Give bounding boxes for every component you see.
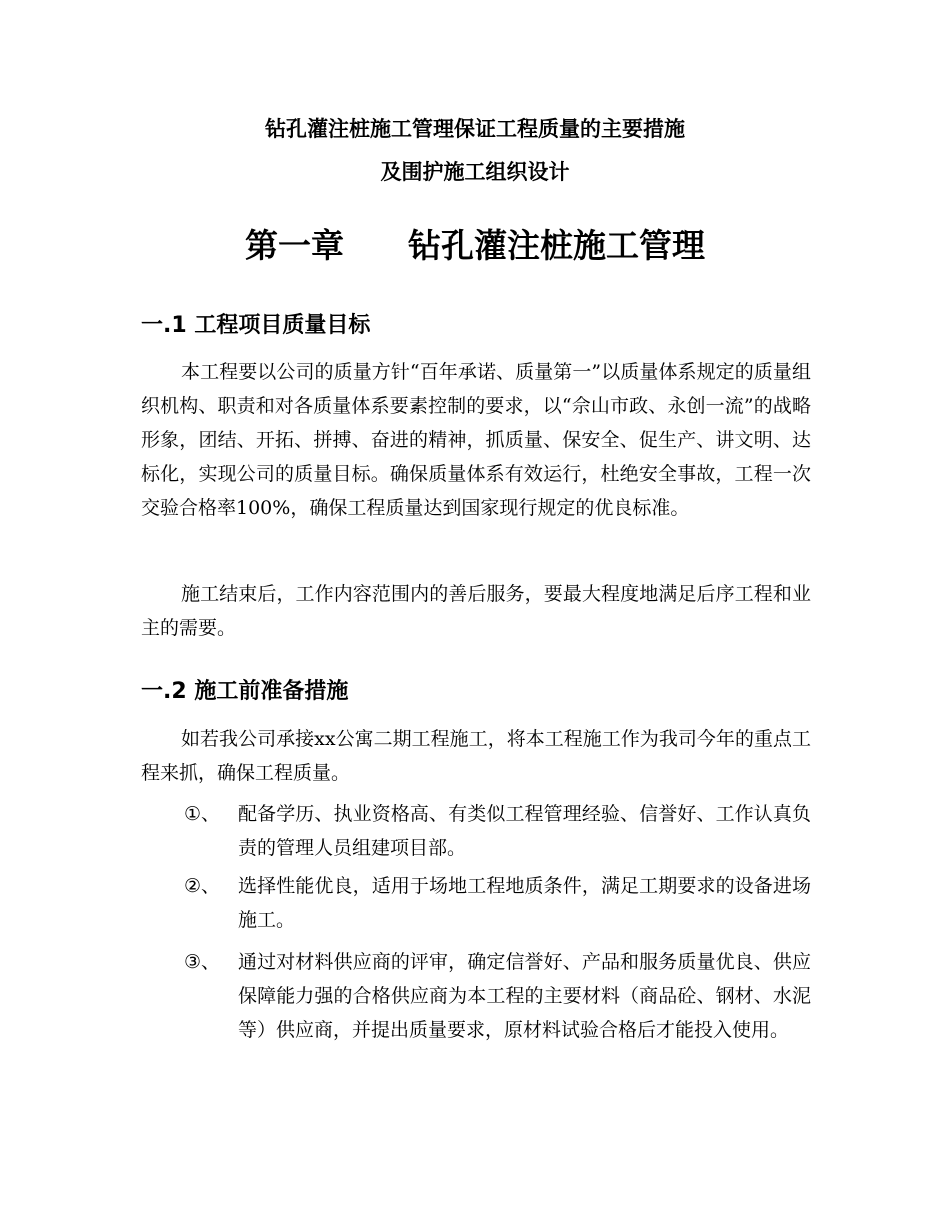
section-1-paragraph-2: 施工结束后，工作内容范围内的善后服务，要最大程度地满足后序工程和业主的需要。	[141, 583, 811, 639]
section-2-paragraph-1: 如若我公司承接xx公寓二期工程施工，将本工程施工作为我司今年的重点工程来抓，确保工程质量。	[141, 728, 811, 784]
list-item-text: 选择性能优良，适用于场地工程地质条件，满足工期要求的设备进场施工。	[238, 875, 811, 931]
document-title-line-2: 及围护施工组织设计	[380, 159, 570, 184]
list-item-text: 通过对材料供应商的评审，确定信誉好、产品和服务质量优良、供应保障能力强的合格供应商为本工程的主要材料（商品砼、钢材、水泥等）供应商，并提出质量要求，原材料试验合格后才能投入使用。	[238, 951, 811, 1041]
list-item-marker: ①、	[184, 803, 221, 825]
document-title-line-1: 钻孔灌注桩施工管理保证工程质量的主要措施	[265, 116, 685, 141]
section-1-paragraph-1: 本工程要以公司的质量方针“百年承诺、质量第一”以质量体系规定的质量组织机构、职责和对各质量体系要素控制的要求，以“佘山市政、永创一流”的战略形象，团结、开拓、拼搏、奋进的精神，抓质量、保安全、促生产、讲文明、达标化，实现公司的质量目标。确保质量体系有效运行，杜绝安全事故，工程一次交验合格率100%，确保工程质量达到国家现行规定的优良标准。	[141, 361, 811, 519]
list-item-marker: ②、	[184, 875, 221, 897]
list-item-marker: ③、	[184, 951, 221, 973]
list-item-text: 配备学历、执业资格高、有类似工程管理经验、信誉好、工作认真负责的管理人员组建项目部。	[238, 803, 811, 859]
chapter-title: 钻孔灌注桩施工管理	[408, 226, 705, 265]
list-item	[184, 869, 811, 937]
chapter-number: 第一章	[245, 226, 344, 265]
section-heading-1: 一.1 工程项目质量目标	[141, 313, 371, 338]
chapter-heading	[0, 226, 950, 266]
list-item	[184, 797, 811, 865]
section-heading-2: 一.2 施工前准备措施	[141, 679, 349, 704]
list-item	[184, 945, 811, 1047]
